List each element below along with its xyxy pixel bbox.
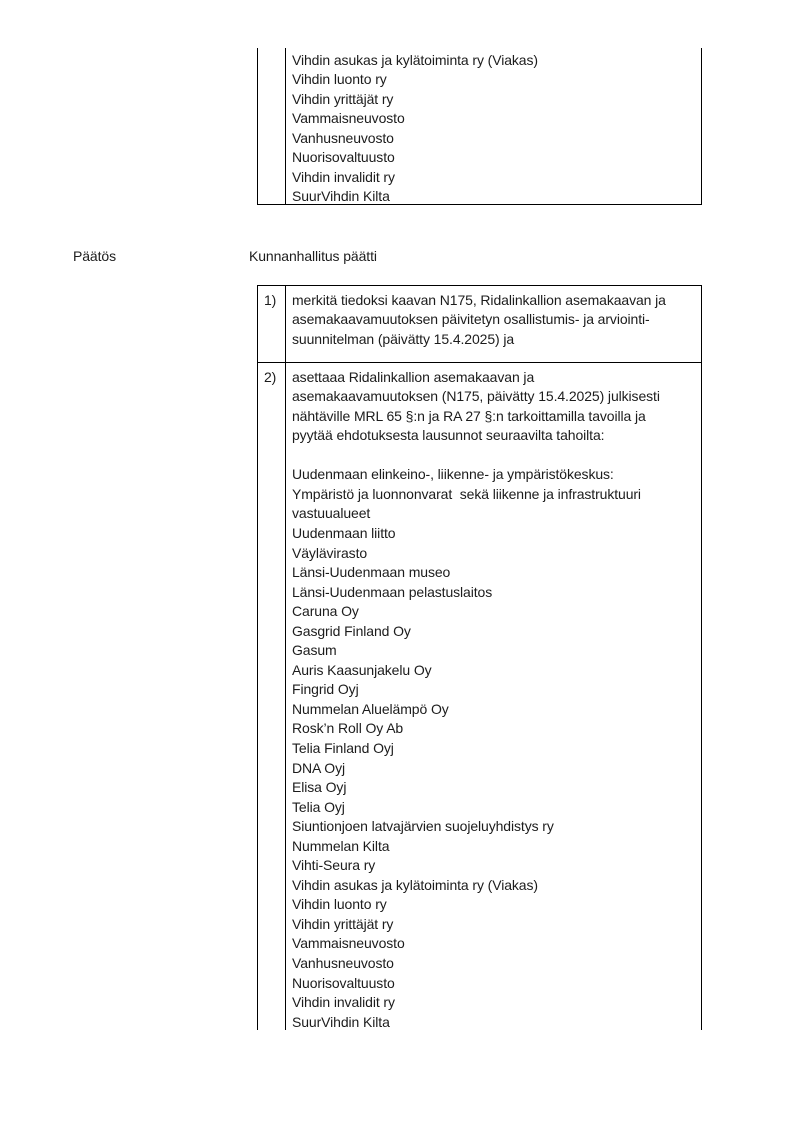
text-line: Caruna Oy — [292, 603, 359, 620]
decision-point-1 — [292, 291, 666, 350]
text-line: suunnitelman (päivätty 15.4.2025) ja — [292, 330, 515, 347]
table-column-divider — [285, 286, 286, 1030]
text-line: Vihdin luonto ry — [292, 896, 387, 913]
decision-table — [257, 285, 702, 1030]
text-line: Vihdin yrittäjät ry — [292, 915, 394, 932]
text-line: Gasgrid Finland Oy — [292, 622, 411, 639]
text-line: Nuorisovaltuusto — [292, 974, 395, 991]
recipient-line: Vanhusneuvosto — [292, 129, 394, 146]
text-line: Länsi-Uudenmaan museo — [292, 564, 451, 581]
recipient-line: Vammaisneuvosto — [292, 110, 405, 127]
text-line: Vanhusneuvosto — [292, 955, 394, 971]
text-line: asettaaa Ridalinkallion asemakaavan ja — [292, 368, 535, 385]
text-line: merkitä tiedoksi kaavan N175, Ridalinkallion asemakaavan ja — [292, 291, 666, 308]
text-line: Gasum — [292, 642, 337, 659]
recipient-line: Vihdin luonto ry — [292, 71, 387, 88]
text-line: Elisa Oyj — [292, 779, 347, 796]
recipients-list — [292, 51, 538, 206]
text-line: vastuualueet — [292, 505, 371, 522]
recipient-line: Vihdin invalidit ry — [292, 168, 395, 185]
recipient-line: Nuorisovaltuusto — [292, 149, 395, 166]
text-line: Ympäristö ja luonnonvarat sekä liikenne ja infrastruktuuri — [292, 485, 641, 502]
text-line: Telia Oyj — [292, 798, 345, 815]
text-line: Siuntionjoen latvajärvien suojeluyhdistys ry — [292, 818, 554, 835]
text-line: Nummelan Kilta — [292, 837, 390, 854]
text-line: Nummelan Aluelämpö Oy — [292, 700, 449, 717]
recipient-line: Vihdin yrittäjät ry — [292, 90, 394, 107]
decision-point-2 — [292, 368, 660, 1030]
text-line: Uudenmaan liitto — [292, 524, 396, 541]
text-line: Auris Kaasunjakelu Oy — [292, 661, 432, 678]
text-line — [292, 446, 660, 466]
table-column-divider — [285, 48, 286, 204]
recipients-table-continued — [257, 48, 702, 205]
text-line: asemakaavamuutoksen (N175, päivätty 15.4.2025) julkisesti — [292, 388, 660, 405]
text-line: asemakaavamuutoksen päivitetyn osallistumis- ja arviointi- — [292, 311, 650, 328]
text-line: Uudenmaan elinkeino-, liikenne- ja ympäristökeskus: — [292, 466, 614, 483]
text-line: DNA Oyj — [292, 759, 345, 776]
text-line: Vihti-Seura ry — [292, 857, 376, 874]
text-line: Vihdin invalidit ry — [292, 994, 395, 1011]
text-line: pyytää ehdotuksesta lausunnot seuraavilta tahoilta: — [292, 427, 605, 444]
text-line: Vihdin asukas ja kylätoiminta ry (Viakas) — [292, 876, 538, 893]
text-line: SuurVihdin Kilta — [292, 1013, 390, 1030]
text-line: Vammaisneuvosto — [292, 935, 405, 952]
decision-row-2-number: 2) — [264, 368, 277, 385]
decision-label: Päätös — [73, 248, 116, 264]
text-line: Rosk’n Roll Oy Ab — [292, 720, 404, 737]
text-line: nähtäville MRL 65 §:n ja RA 27 §:n tarkoittamilla tavoilla ja — [292, 407, 646, 424]
recipient-line: SuurVihdin Kilta — [292, 188, 390, 205]
decision-row-1-number: 1) — [264, 291, 277, 308]
text-line: Väylävirasto — [292, 544, 368, 561]
text-line: Länsi-Uudenmaan pelastuslaitos — [292, 583, 493, 600]
text-line: Telia Finland Oyj — [292, 739, 394, 756]
decision-statement: Kunnanhallitus päätti — [249, 248, 377, 264]
recipient-line: Vihdin asukas ja kylätoiminta ry (Viakas) — [292, 51, 538, 68]
table-row-divider — [258, 362, 701, 363]
text-line: Fingrid Oyj — [292, 681, 359, 698]
